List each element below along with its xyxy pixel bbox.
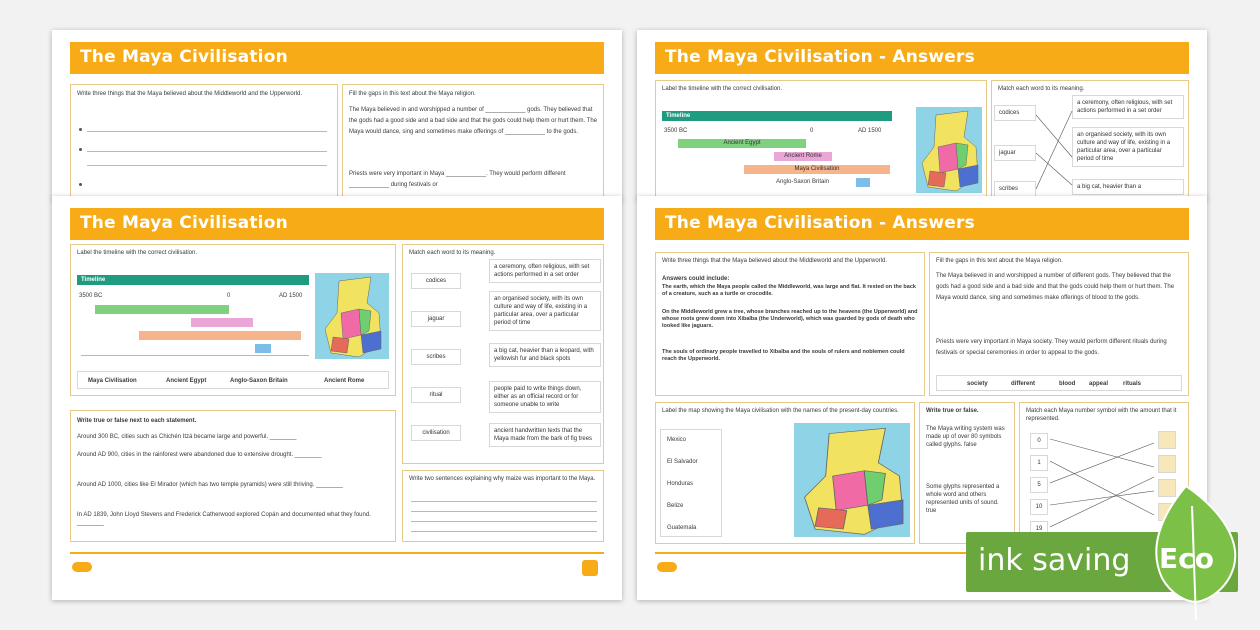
title-banner bbox=[655, 42, 1189, 74]
meaning-box: a big cat, heavier than a bbox=[1072, 179, 1184, 195]
answer-text: On the Middleworld grew a tree, whose branches reached up to the heavens (the Upperworld) and whose roots grew down into Xibalba (the Underworld), which was guarded by gods of death who looked like jaguars. bbox=[662, 309, 918, 329]
civ-word: Ancient Egypt bbox=[166, 378, 207, 384]
match-box bbox=[991, 80, 1189, 200]
bullet bbox=[79, 128, 82, 131]
word-box: scribes bbox=[994, 181, 1036, 197]
number-box: 0 bbox=[1030, 433, 1048, 449]
bar-anglo-saxon-label: Anglo-Saxon Britain bbox=[776, 179, 830, 185]
timeline-box bbox=[655, 80, 987, 200]
answers-heading: Answers could include: bbox=[662, 276, 730, 282]
word-box: jaguar bbox=[994, 145, 1036, 161]
country-label: Guatemala bbox=[667, 525, 697, 531]
answer-line bbox=[411, 511, 597, 512]
country-label: Honduras bbox=[667, 481, 694, 487]
brand-logo-icon bbox=[582, 560, 598, 576]
question-text: Write three things that the Maya believed about the Middleworld and the Upperworld. bbox=[662, 258, 888, 264]
timeline-end: AD 1500 bbox=[279, 293, 303, 299]
matching-lines bbox=[1036, 101, 1074, 200]
title-banner bbox=[70, 208, 604, 240]
answer-line bbox=[87, 165, 327, 166]
sheet-title: The Maya Civilisation bbox=[80, 47, 288, 67]
tf-statement: The Maya writing system was made up of over 80 symbols called glyphs. false bbox=[926, 426, 1005, 448]
bullet bbox=[79, 183, 82, 186]
timeline-box bbox=[70, 244, 396, 396]
country-label: Belize bbox=[667, 503, 684, 509]
true-false-box bbox=[70, 410, 396, 542]
title-banner bbox=[655, 208, 1189, 240]
blank-bar-blue bbox=[255, 344, 271, 353]
ink-saving-label: ink saving bbox=[978, 543, 1131, 578]
country-label: El Salvador bbox=[667, 459, 698, 465]
sentences-box bbox=[402, 470, 604, 542]
word-box: civilisation bbox=[411, 425, 461, 441]
word-box: codices bbox=[994, 105, 1036, 121]
question-text: Label the timeline with the correct civilisation. bbox=[77, 250, 198, 256]
statement: Around 300 BC, cities such as Chichén Itzá became large and powerful. ________ bbox=[77, 434, 297, 440]
gap-text: Priests were very important in Maya ____________. They would perform different ____________ during festivals or bbox=[349, 171, 566, 188]
timeline-zero: 0 bbox=[227, 293, 231, 299]
question-text: Match each word to its meaning. bbox=[998, 86, 1085, 92]
tf-statement: Some glyphs represented a whole word and others represented units of sound. true bbox=[926, 484, 1000, 514]
map-image bbox=[916, 107, 982, 193]
question-text: Fill the gaps in this text about the Maya religion. bbox=[936, 258, 1063, 264]
timeline-start: 3500 BC bbox=[79, 293, 103, 299]
blank-bar-orange bbox=[139, 331, 301, 340]
gap-text: Priests were very important in Maya society. They would perform different rituals during festivals or special ceremonies in order to appeal to the gods. bbox=[936, 339, 1167, 356]
timeline-start: 3500 BC bbox=[664, 128, 688, 134]
answer-line bbox=[411, 531, 597, 532]
question-box bbox=[342, 84, 604, 200]
question-text: Label the map showing the Maya civilisation with the names of the present-day countries. bbox=[662, 408, 899, 414]
worksheet-back-right bbox=[637, 30, 1207, 200]
timeline-zero: 0 bbox=[810, 128, 814, 134]
question-text: Fill the gaps in this text about the Maya religion. bbox=[349, 91, 476, 97]
civ-word: Maya Civilisation bbox=[88, 378, 137, 384]
question-text: Label the timeline with the correct civilisation. bbox=[662, 86, 783, 92]
timeline-end: AD 1500 bbox=[858, 128, 882, 134]
map-image bbox=[315, 273, 389, 359]
answers-box bbox=[655, 252, 925, 396]
statement: Around AD 900, cities in the rainforest were abandoned due to extensive drought. ________ bbox=[77, 452, 322, 458]
civ-word: Anglo-Saxon Britain bbox=[230, 378, 288, 384]
worksheet-front-left bbox=[52, 196, 622, 600]
bar-maya-civilisation: Maya Civilisation bbox=[744, 165, 890, 174]
meaning-box: a big cat, heavier than a leopard, with yellowish fur and black spots bbox=[489, 343, 601, 367]
timeline-header: Timeline bbox=[662, 111, 892, 121]
bar-ancient-rome: Ancient Rome bbox=[774, 152, 832, 161]
word-box: ritual bbox=[411, 387, 461, 403]
word-box: jaguar bbox=[411, 311, 461, 327]
bullet bbox=[79, 148, 82, 151]
question-text: Write two sentences explaining why maize was important to the Maya. bbox=[409, 476, 596, 482]
word-box: scribes bbox=[411, 349, 461, 365]
worksheet-back-left bbox=[52, 30, 622, 200]
maya-map-svg bbox=[794, 423, 910, 537]
bank-word: appeal bbox=[1089, 381, 1109, 387]
gap-text: The Maya believed in and worshipped a number of different gods. They believed that the gods had a good side and a bad side and that the gods could help them or hurt them. The Maya would dance, sing and sometimes make offerings of blood to the gods. bbox=[936, 273, 1175, 301]
sheet-title: The Maya Civilisation - Answers bbox=[665, 47, 975, 67]
word-box: codices bbox=[411, 273, 461, 289]
bank-word: society bbox=[967, 381, 988, 387]
number-box: 10 bbox=[1030, 499, 1048, 515]
question-text: Write true or false. bbox=[926, 408, 979, 414]
answer-line bbox=[87, 151, 327, 152]
map-image bbox=[794, 423, 910, 537]
fill-gaps-box bbox=[929, 252, 1189, 396]
answer-line bbox=[87, 131, 327, 132]
brand-logo-icon bbox=[657, 562, 677, 572]
maya-symbol-icon bbox=[1158, 431, 1176, 449]
meaning-box: a ceremony, often religious, with set actions performed in a set order bbox=[1072, 95, 1184, 119]
number-box: 5 bbox=[1030, 477, 1048, 493]
bank-word: blood bbox=[1059, 381, 1076, 387]
question-text: Write three things that the Maya believed about the Middleworld and the Upperworld. bbox=[77, 91, 303, 97]
question-text: Write true or false next to each statement. bbox=[77, 418, 197, 424]
bank-word: rituals bbox=[1123, 381, 1142, 387]
maya-map-svg bbox=[315, 273, 389, 359]
eco-label: Eco bbox=[1159, 542, 1214, 575]
civilisation-word-bank bbox=[77, 371, 389, 389]
meaning-box: an organised society, with its own culture and way of life, existing in a particular area, over a particular period of time bbox=[489, 291, 601, 331]
statement: Around AD 1000, cities like El Mirador (which has two temple pyramids) were still thriving. ________ bbox=[77, 482, 343, 488]
word-bank bbox=[936, 375, 1182, 391]
meaning-box: people paid to write things down, either as an official record or for someone unable to write bbox=[489, 381, 601, 413]
blank-bar-pink bbox=[191, 318, 253, 327]
map-box bbox=[655, 402, 915, 544]
question-text: Match each word to its meaning. bbox=[409, 250, 496, 256]
number-box: 19 bbox=[1030, 521, 1048, 537]
meaning-box: ancient handwritten texts that the Maya made from the bark of fig trees bbox=[489, 423, 601, 447]
statement: In AD 1839, John Lloyd Stevens and Frederick Catherwood explored Copán and documented what they found. ________ bbox=[77, 512, 371, 526]
sheet-title: The Maya Civilisation - Answers bbox=[665, 213, 975, 233]
country-label: Mexico bbox=[667, 437, 687, 443]
brand-logo-icon bbox=[72, 562, 92, 572]
bank-word: different bbox=[1011, 381, 1035, 387]
country-list bbox=[660, 429, 722, 537]
timeline-header: Timeline bbox=[77, 275, 309, 285]
match-box bbox=[402, 244, 604, 464]
maya-map-svg bbox=[916, 107, 982, 193]
number-box: 1 bbox=[1030, 455, 1048, 471]
meaning-box: an organised society, with its own culture and way of life, existing in a particular area, over a particular period of time bbox=[1072, 127, 1184, 167]
timeline-axis bbox=[81, 355, 309, 356]
answer-line bbox=[411, 521, 597, 522]
answer-text: The earth, which the Maya people called the Middleworld, was large and flat. It rested on the back of a creature, such as a turtle or crocodile. bbox=[662, 284, 916, 297]
maya-symbol-icon bbox=[1158, 455, 1176, 473]
question-text: Match each Maya number symbol with the amount that it represented. bbox=[1026, 408, 1177, 422]
civ-word: Ancient Rome bbox=[324, 378, 365, 384]
sheet-title: The Maya Civilisation bbox=[80, 213, 288, 233]
true-false-box bbox=[919, 402, 1015, 544]
question-box bbox=[70, 84, 338, 200]
meaning-box: a ceremony, often religious, with set actions performed in a set order bbox=[489, 259, 601, 283]
gap-text: The Maya believed in and worshipped a number of ____________ gods. They believed that the gods had a good side and a bad side and that the gods could help them or hurt them. The Maya would dance, sing and sometimes make offerings of ____________ to the gods. bbox=[349, 107, 598, 135]
blank-bar-green bbox=[95, 305, 229, 314]
footer-line bbox=[70, 552, 604, 554]
bar-anglo-saxon bbox=[856, 178, 870, 187]
title-banner bbox=[70, 42, 604, 74]
answer-line bbox=[411, 501, 597, 502]
answer-text: The souls of ordinary people travelled to Xibalba and the souls of rulers and noblemen could reach the Upperworld. bbox=[662, 349, 905, 362]
bar-ancient-egypt: Ancient Egypt bbox=[678, 139, 806, 148]
